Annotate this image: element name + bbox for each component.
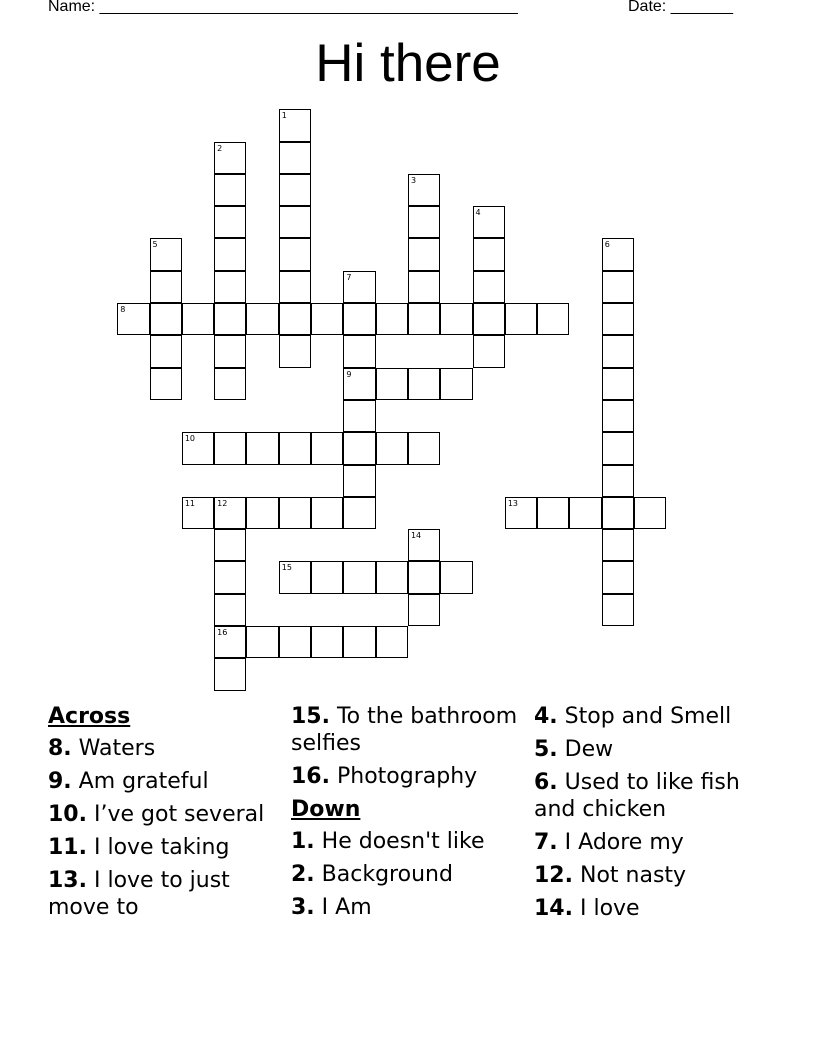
grid-cell[interactable] <box>311 432 343 464</box>
clue-number: 2. <box>291 862 315 887</box>
grid-cell[interactable] <box>214 206 246 238</box>
grid-cell[interactable] <box>634 497 666 529</box>
grid-cell[interactable] <box>602 368 634 400</box>
grid-cell[interactable] <box>343 626 375 658</box>
grid-cell[interactable] <box>279 109 311 141</box>
grid-cell[interactable] <box>505 303 537 335</box>
clue-number-label: 8 <box>120 305 126 315</box>
down-clue <box>291 861 523 888</box>
grid-cell[interactable] <box>343 335 375 367</box>
clue-number: 3. <box>291 895 315 920</box>
grid-cell[interactable] <box>150 271 182 303</box>
grid-cell[interactable] <box>505 497 537 529</box>
grid-cell[interactable] <box>279 303 311 335</box>
grid-cell[interactable] <box>214 142 246 174</box>
clue-number: 14. <box>534 896 573 921</box>
grid-cell[interactable] <box>473 271 505 303</box>
grid-cell[interactable] <box>214 529 246 561</box>
grid-cell[interactable] <box>214 658 246 690</box>
down-clue <box>534 736 766 763</box>
clue-text: Not nasty <box>579 863 687 888</box>
grid-cell[interactable] <box>473 303 505 335</box>
grid-cell[interactable] <box>440 561 472 593</box>
grid-cell[interactable] <box>279 497 311 529</box>
grid-cell[interactable] <box>376 368 408 400</box>
grid-cell[interactable] <box>182 303 214 335</box>
grid-cell[interactable] <box>408 368 440 400</box>
clue-number: 11. <box>48 835 87 860</box>
grid-cell[interactable] <box>279 206 311 238</box>
clue-number: 16. <box>291 764 330 789</box>
clue-number-label: 15 <box>281 563 292 573</box>
grid-cell[interactable] <box>408 238 440 270</box>
clue-column-1 <box>48 703 280 927</box>
down-clue <box>534 862 766 889</box>
grid-cell[interactable] <box>182 432 214 464</box>
grid-cell[interactable] <box>214 271 246 303</box>
clue-number-label: 2 <box>217 143 223 153</box>
grid-cell[interactable] <box>473 238 505 270</box>
clue-number-label: 9 <box>346 369 352 379</box>
grid-cell[interactable] <box>569 497 601 529</box>
grid-cell[interactable] <box>408 561 440 593</box>
grid-cell[interactable] <box>343 432 375 464</box>
grid-cell[interactable] <box>311 561 343 593</box>
grid-cell[interactable] <box>376 561 408 593</box>
clue-text: I Adore my <box>564 830 684 855</box>
grid-cell[interactable] <box>376 303 408 335</box>
grid-cell[interactable] <box>279 335 311 367</box>
clue-number: 13. <box>48 868 87 893</box>
grid-cell[interactable] <box>408 271 440 303</box>
grid-cell[interactable] <box>150 303 182 335</box>
across-clue <box>48 867 280 921</box>
clue-number: 15. <box>291 704 330 729</box>
clue-text: I’ve got several <box>93 802 265 827</box>
grid-cell[interactable] <box>343 561 375 593</box>
grid-cell[interactable] <box>214 626 246 658</box>
grid-cell[interactable] <box>602 400 634 432</box>
grid-cell[interactable] <box>602 497 634 529</box>
grid-cell[interactable] <box>602 594 634 626</box>
clue-text: Waters <box>78 736 156 761</box>
clue-number-label: 10 <box>184 434 196 444</box>
down-clue <box>534 895 766 922</box>
date-line[interactable]: Date: _______ <box>628 0 733 15</box>
grid-cell[interactable] <box>343 497 375 529</box>
grid-cell[interactable] <box>214 594 246 626</box>
grid-cell[interactable] <box>214 303 246 335</box>
grid-cell[interactable] <box>343 465 375 497</box>
grid-cell[interactable] <box>150 335 182 367</box>
grid-cell[interactable] <box>602 529 634 561</box>
clue-number: 6. <box>534 770 558 795</box>
clue-list <box>48 703 788 1023</box>
clue-number-label: 12 <box>217 498 228 508</box>
clue-column-2 <box>291 703 523 927</box>
grid-cell[interactable] <box>343 271 375 303</box>
grid-cell[interactable] <box>311 626 343 658</box>
grid-cell[interactable] <box>214 497 246 529</box>
grid-cell[interactable] <box>376 432 408 464</box>
grid-cell[interactable] <box>343 303 375 335</box>
grid-cell[interactable] <box>246 497 278 529</box>
grid-cell[interactable] <box>214 238 246 270</box>
clue-number-label: 1 <box>281 111 287 121</box>
clue-text: I love taking <box>93 835 230 860</box>
down-heading: Down <box>291 797 361 822</box>
grid-cell[interactable] <box>246 303 278 335</box>
grid-cell[interactable] <box>279 561 311 593</box>
grid-cell[interactable] <box>537 497 569 529</box>
grid-cell[interactable] <box>246 432 278 464</box>
clue-number-label: 16 <box>217 628 228 638</box>
clue-text: To the bathroom selfies <box>291 704 518 756</box>
grid-cell[interactable] <box>602 335 634 367</box>
clue-number-label: 5 <box>152 240 158 250</box>
grid-cell[interactable] <box>602 303 634 335</box>
grid-cell[interactable] <box>473 335 505 367</box>
grid-cell[interactable] <box>279 271 311 303</box>
clue-text: Stop and Smell <box>564 704 732 729</box>
grid-cell[interactable] <box>279 174 311 206</box>
grid-cell[interactable] <box>440 303 472 335</box>
across-clue <box>48 801 280 828</box>
clue-number: 8. <box>48 736 72 761</box>
grid-cell[interactable] <box>343 400 375 432</box>
grid-cell[interactable] <box>602 432 634 464</box>
clue-text: I Am <box>321 895 372 920</box>
grid-cell[interactable] <box>279 432 311 464</box>
clue-number: 10. <box>48 802 87 827</box>
down-clue <box>291 828 523 855</box>
clue-number-label: 14 <box>410 531 422 541</box>
grid-cell[interactable] <box>537 303 569 335</box>
grid-cell[interactable] <box>150 238 182 270</box>
grid-cell[interactable] <box>214 432 246 464</box>
grid-cell[interactable] <box>150 368 182 400</box>
grid-cell[interactable] <box>408 206 440 238</box>
grid-cell[interactable] <box>311 497 343 529</box>
grid-cell[interactable] <box>408 174 440 206</box>
grid-cell[interactable] <box>602 465 634 497</box>
grid-cell[interactable] <box>214 335 246 367</box>
across-clue <box>48 735 280 762</box>
clue-text: I love <box>579 896 640 921</box>
clue-text: I love to just move to <box>48 868 230 920</box>
down-clue <box>534 829 766 856</box>
grid-cell[interactable] <box>408 594 440 626</box>
clue-text: Background <box>321 862 453 887</box>
grid-cell[interactable] <box>279 142 311 174</box>
clue-number: 5. <box>534 737 558 762</box>
grid-cell[interactable] <box>214 561 246 593</box>
clue-text: Dew <box>564 737 614 762</box>
grid-cell[interactable] <box>376 626 408 658</box>
grid-cell[interactable] <box>279 626 311 658</box>
grid-cell[interactable] <box>473 206 505 238</box>
grid-cell[interactable] <box>246 626 278 658</box>
clue-column-3 <box>534 703 766 928</box>
across-clue <box>48 834 280 861</box>
clue-number: 4. <box>534 704 558 729</box>
clue-number-label: 6 <box>604 240 610 250</box>
clue-text: He doesn't like <box>321 829 485 854</box>
grid-cell[interactable] <box>214 368 246 400</box>
grid-cell[interactable] <box>602 271 634 303</box>
across-clue <box>291 703 523 757</box>
grid-cell[interactable] <box>602 238 634 270</box>
clue-text: Photography <box>336 764 478 789</box>
across-clue <box>291 763 523 790</box>
down-clue <box>291 894 523 921</box>
clue-number-label: 3 <box>410 175 417 185</box>
grid-cell[interactable] <box>279 238 311 270</box>
clue-number-label: 7 <box>346 272 352 282</box>
grid-cell[interactable] <box>117 303 149 335</box>
clue-number-label: 11 <box>184 498 196 508</box>
name-line[interactable]: Name: _______________________________________________ <box>48 0 518 15</box>
clue-number: 1. <box>291 829 315 854</box>
down-clue <box>534 703 766 730</box>
across-heading: Across <box>48 704 131 729</box>
grid-cell[interactable] <box>408 529 440 561</box>
grid-cell[interactable] <box>408 432 440 464</box>
grid-cell[interactable] <box>343 368 375 400</box>
clue-number-label: 13 <box>507 498 519 508</box>
down-clue <box>534 769 766 823</box>
grid-cell[interactable] <box>602 561 634 593</box>
grid-cell[interactable] <box>182 497 214 529</box>
clue-number: 12. <box>534 863 573 888</box>
grid-cell[interactable] <box>408 303 440 335</box>
across-clue <box>48 768 280 795</box>
grid-cell[interactable] <box>311 303 343 335</box>
page-title: Hi there <box>315 34 501 93</box>
grid-cell[interactable] <box>214 174 246 206</box>
clue-number: 9. <box>48 769 72 794</box>
clue-number: 7. <box>534 830 558 855</box>
clue-text: Used to like fish and chicken <box>534 770 740 822</box>
clue-text: Am grateful <box>78 769 209 794</box>
grid-cell[interactable] <box>440 368 472 400</box>
clue-number-label: 4 <box>475 208 481 218</box>
